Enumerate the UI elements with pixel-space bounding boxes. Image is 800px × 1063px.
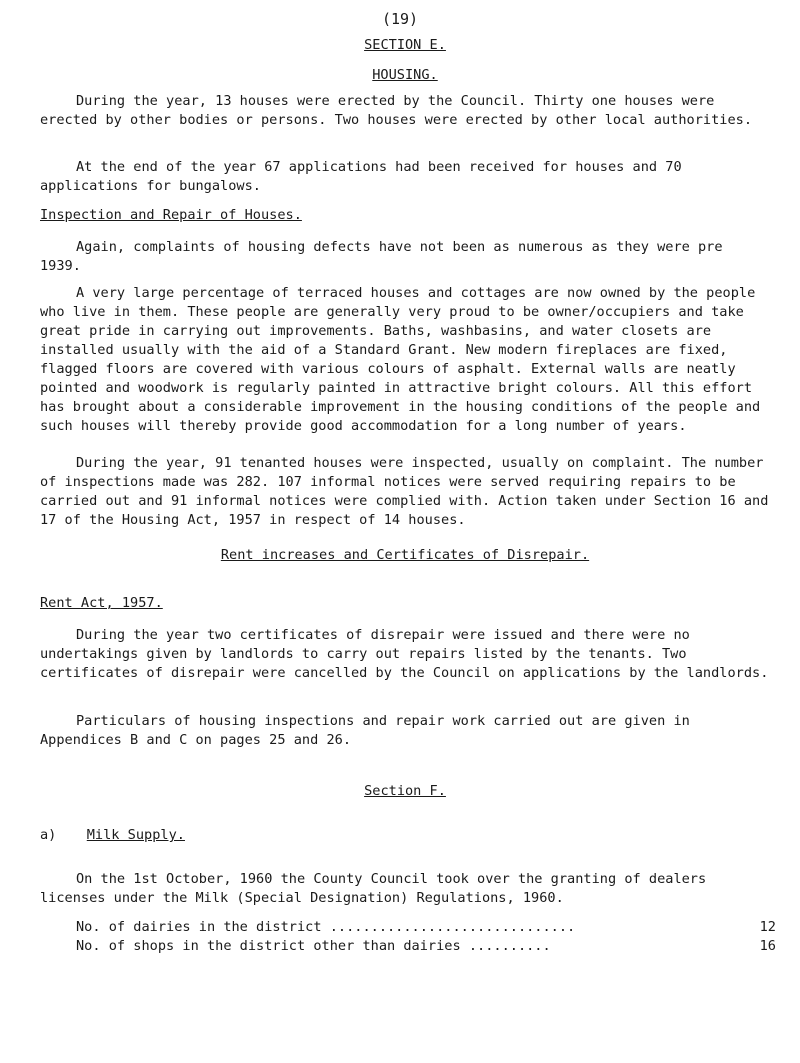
paragraph-complaints: Again, complaints of housing defects have not been as numerous as they were pre 1939. [40,239,723,274]
milk-supply-label: a) [40,827,57,843]
paragraph-inspections: During the year, 91 tenanted houses were inspected, usually on complaint. The number of inspections made was 282. 107 informal notices were served requiring repairs to be carried out and 91 informal notices were complied with. Action taken under Section 16 and 17 of the Housing Act, 1957 in respect of 14 houses. [40,455,769,528]
paragraph-milk-licenses: On the 1st October, 1960 the County Council took over the granting of dealers licenses under the Milk (Special Designation) Regulations, 1960. [40,871,707,906]
section-f-title-text: Section F. [364,783,446,799]
section-f-title [40,782,770,801]
list-item-label: No. of shops in the district other than dairies .......... [76,938,551,954]
milk-supply-heading-text: Milk Supply. [86,827,185,843]
paragraph-certificates: During the year two certificates of disrepair were issued and there were no undertakings given by landlords to carry out repairs listed by the tenants. Two certificates of disrepair were cancelled by the Council on applications by the landlords. [40,627,769,681]
paragraph-applications: At the end of the year 67 applications had been received for houses and 70 applications for bungalows. [40,159,682,194]
rent-heading [40,546,770,565]
rent-heading-text: Rent increases and Certificates of Disrepair. [220,547,590,563]
list-item-dairies [76,918,776,937]
list-item-shops [76,937,776,956]
section-e-title [40,36,770,55]
list-item-value: 12 [759,919,776,935]
housing-heading-text: HOUSING. [372,67,438,83]
rent-act-heading-text: Rent Act, 1957. [40,595,163,611]
dairy-stats-list [76,918,776,956]
list-item-label: No. of dairies in the district .............................. [76,919,576,935]
page-number: (19) [381,10,419,28]
section-e-title-text: SECTION E. [364,37,446,53]
rent-act-heading [40,594,770,613]
paragraph-owner-occupiers: A very large percentage of terraced houses and cottages are now owned by the people who live in them. These people are generally very proud to be owner/occupiers and take great pride in carrying out improvements. Baths, washbasins, and water closets are installed usually with the aid of a Standard Grant. New modern fireplaces are fixed, flagged floors are covered with various colours of asphalt. External walls are neatly pointed and woodwork is regularly painted in attractive bright colours. All this effort has brought about a considerable improvement in the housing conditions of the people and such houses will thereby provide good accommodation for a long number of years. [40,285,761,434]
inspection-heading-text: Inspection and Repair of Houses. [40,207,302,223]
list-item-value: 16 [759,938,776,954]
paragraph-appendices: Particulars of housing inspections and repair work carried out are given in Appendices B and C on pages 25 and 26. [40,713,690,748]
paragraph-houses-erected: During the year, 13 houses were erected by the Council. Thirty one houses were erected by other bodies or persons. Two houses were erected by other local authorities. [40,93,753,128]
housing-heading [40,66,770,85]
inspection-heading [40,206,770,225]
milk-supply-heading [40,826,770,845]
